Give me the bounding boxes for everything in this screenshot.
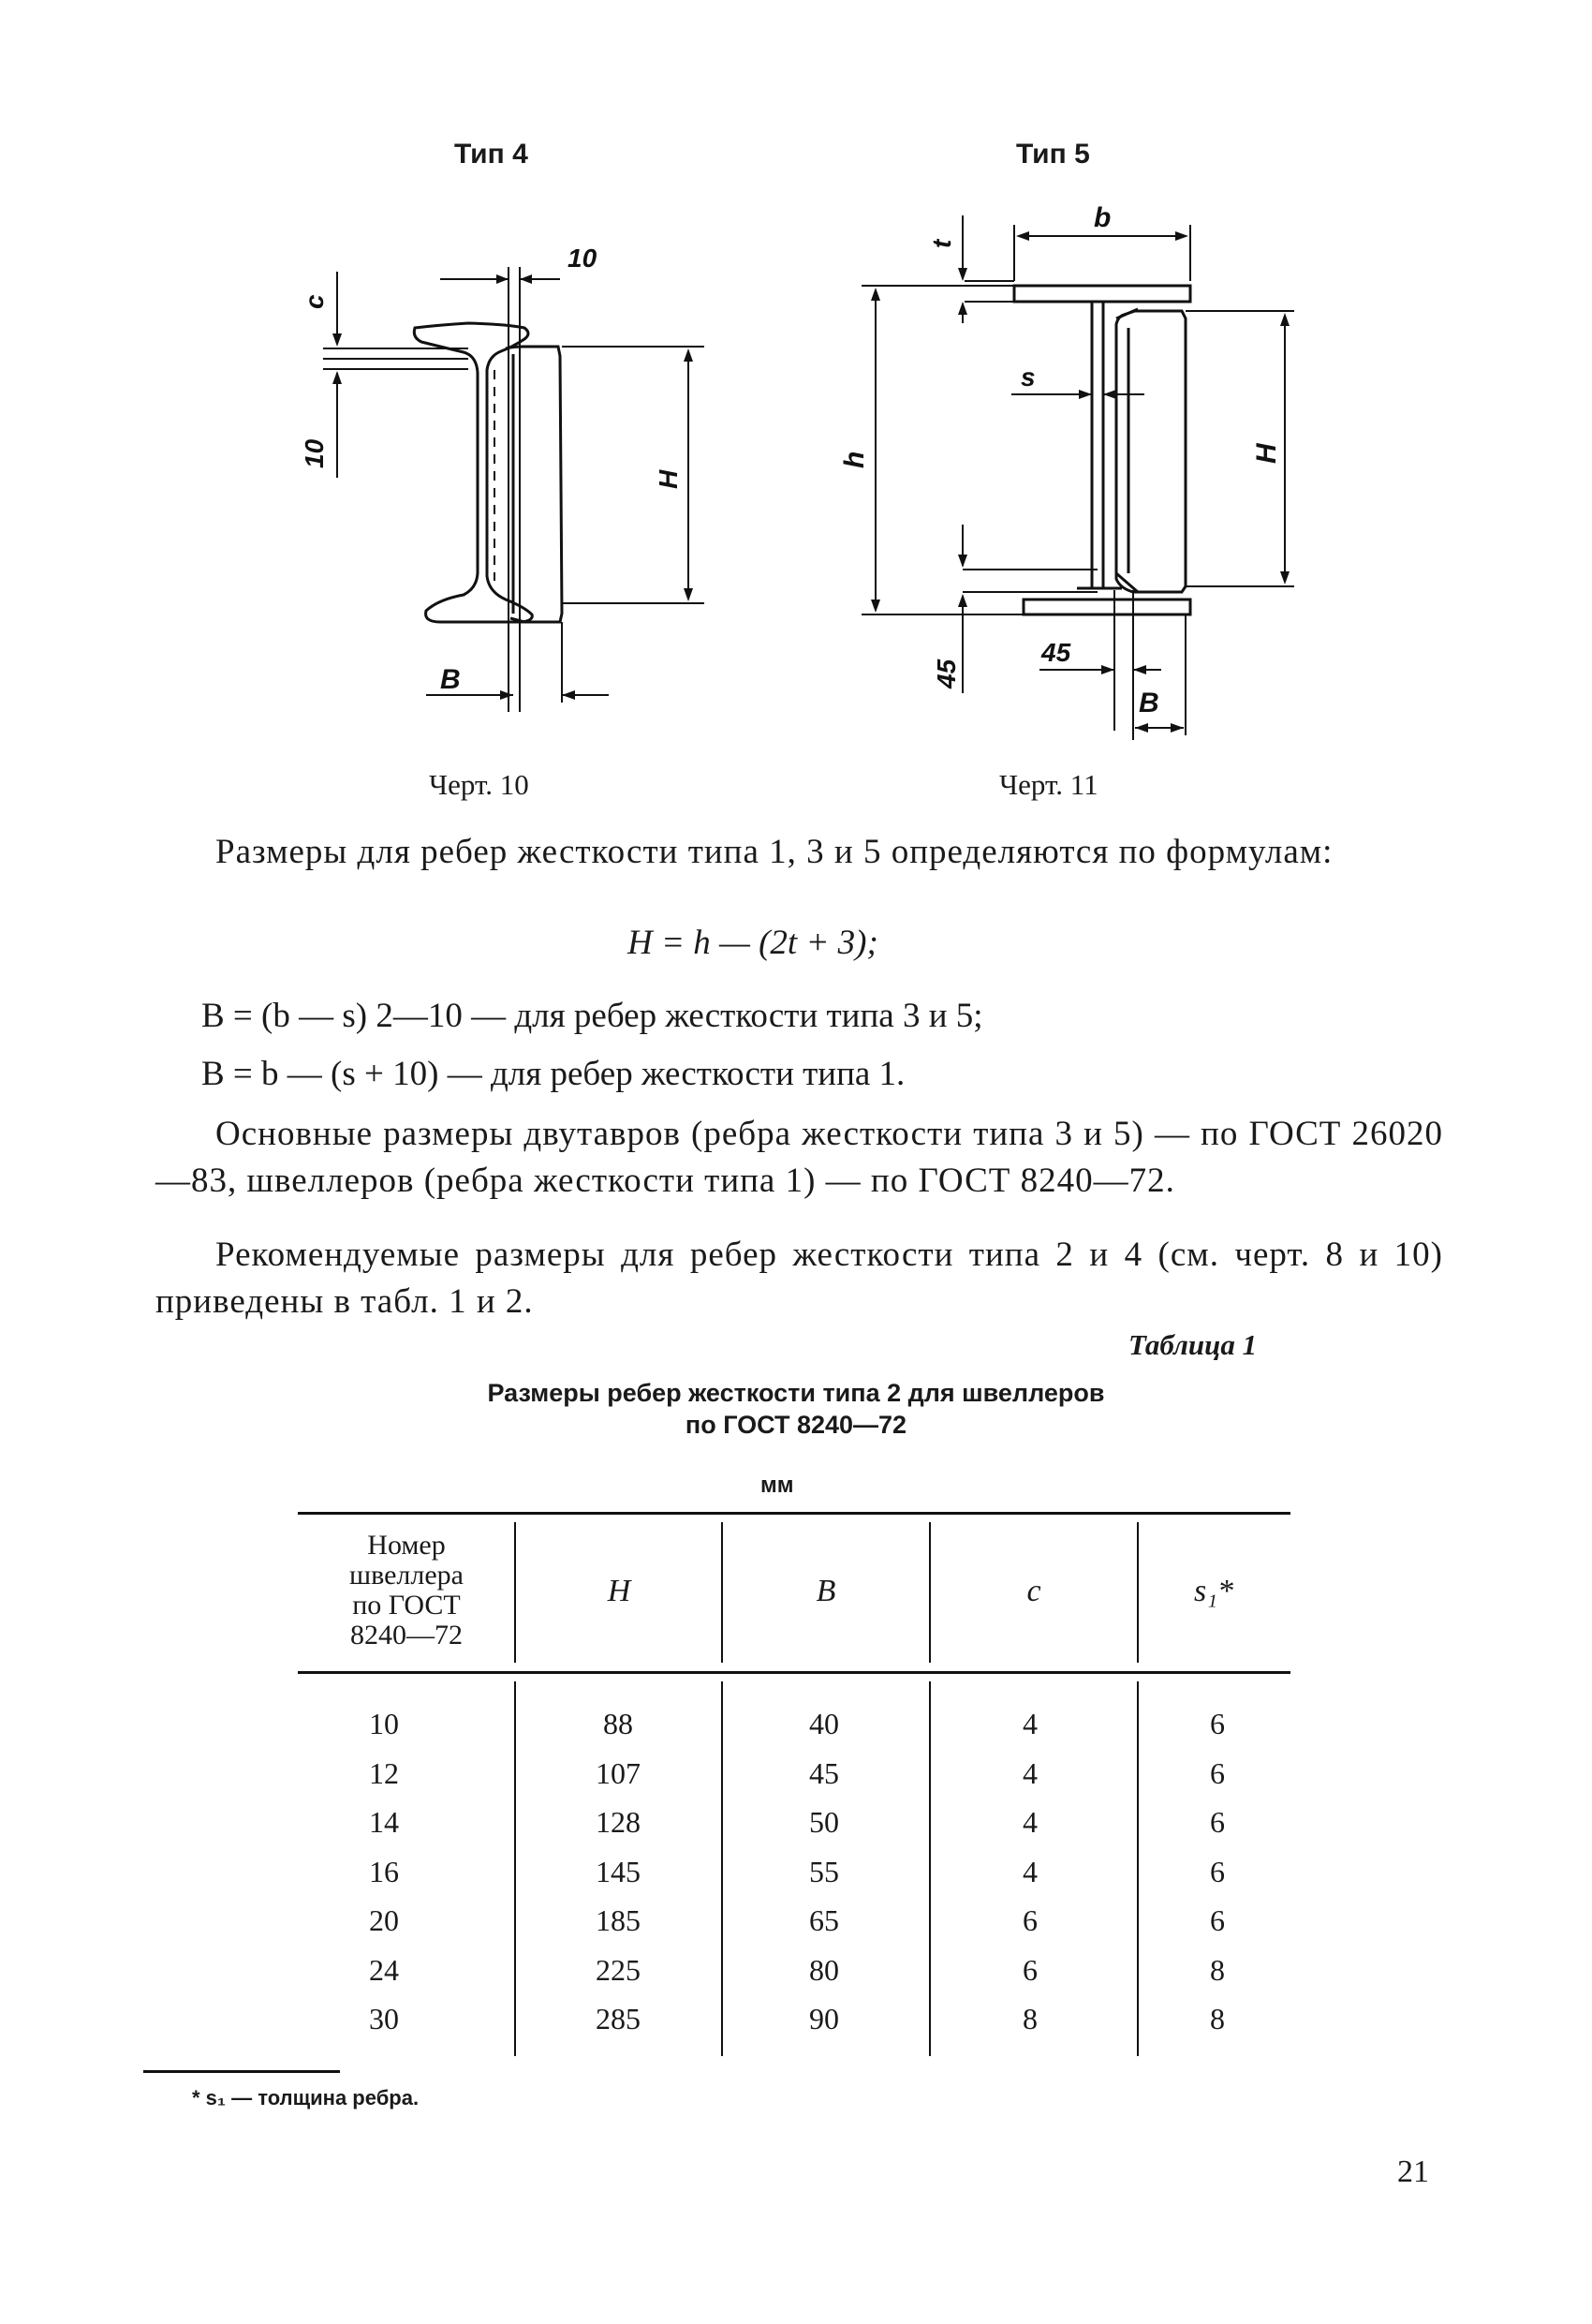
header-c: c <box>1026 1574 1041 1608</box>
table-cell: 4 <box>1023 1805 1038 1839</box>
paragraph-recommended-sizes: Рекомендуемые размеры для ребер жесткости типа 2 и 4 (см. черт. 8 и 10) приведены в табл. 1 и 2. <box>155 1236 1443 1321</box>
table-title <box>281 1377 1311 1441</box>
table-label: Таблица 1 <box>1128 1328 1258 1361</box>
figure-11-caption: Черт. 11 <box>999 768 1098 801</box>
table-cell: 128 <box>596 1805 641 1839</box>
table-cell: 6 <box>1210 1903 1225 1937</box>
table-cell: 6 <box>1023 1952 1038 1987</box>
table-top-rule <box>298 1512 1290 1515</box>
figure-type-4-label: Тип 4 <box>454 139 528 170</box>
table-cell: 8 <box>1210 2002 1225 2035</box>
table-cell: 6 <box>1210 1707 1225 1740</box>
table-cell: 6 <box>1210 1805 1225 1839</box>
table-cell: 4 <box>1023 1854 1038 1888</box>
dim-h-label: h <box>839 451 870 468</box>
table-cell: 185 <box>596 1903 641 1937</box>
dim-H-label: H <box>654 469 683 489</box>
table-cell: 50 <box>809 1805 839 1839</box>
col-sep <box>514 1681 516 2056</box>
table-unit: мм <box>760 1473 794 1498</box>
table-cell: 107 <box>596 1755 641 1790</box>
paragraph-main-dimensions: Основные размеры двутавров (ребра жесткости типа 3 и 5) — по ГОСТ 26020—83, швеллеров (ребра жесткости типа 1) — по ГОСТ 8240—72. <box>155 1115 1443 1200</box>
table-title-line-2: по ГОСТ 8240—72 <box>685 1411 907 1439</box>
table-cell: 55 <box>809 1854 839 1888</box>
dim-b-label: b <box>1094 202 1112 233</box>
page-number: 21 <box>1397 2154 1429 2189</box>
dim-10-left-label: 10 <box>300 438 329 468</box>
table-cell: 24 <box>369 1952 399 1987</box>
table-cell: 88 <box>603 1707 633 1740</box>
table-cell: 285 <box>596 2002 641 2035</box>
header-channel-number: Номер швеллера по ГОСТ 8240—72 <box>349 1530 464 1650</box>
dim-45-vertical-label: 45 <box>932 659 961 688</box>
table-cell: 80 <box>809 1952 839 1987</box>
header-H: H <box>607 1574 631 1608</box>
dim-B-label: B <box>440 664 461 695</box>
table-cell: 16 <box>369 1854 399 1888</box>
header-B: B <box>816 1574 836 1608</box>
table-cell: 145 <box>596 1854 641 1888</box>
table-cell: 4 <box>1023 1755 1038 1790</box>
drawing-type-4 <box>281 239 683 726</box>
footnote-rule <box>143 2070 340 2073</box>
table-cell: 225 <box>596 1952 641 1987</box>
table-cell: 65 <box>809 1903 839 1937</box>
table-cell: 8 <box>1210 1952 1225 1987</box>
table-title-line-1: Размеры ребер жесткости типа 2 для швеллеров <box>487 1379 1105 1407</box>
col-sep <box>1137 1681 1139 2056</box>
dim-t-label: t <box>927 239 956 248</box>
formula-B-type-3-5: B = (b — s) 2—10 — для ребер жесткости типа 3 и 5; <box>201 997 983 1035</box>
table-cell: 10 <box>369 1707 399 1740</box>
table-cell: 40 <box>809 1707 839 1740</box>
table-cell: 6 <box>1210 1755 1225 1790</box>
table-header-rule <box>298 1671 1290 1674</box>
table-footnote: * s₁ — толщина ребра. <box>192 2086 420 2109</box>
table-cell: 20 <box>369 1903 399 1937</box>
table-cell: 90 <box>809 2002 839 2035</box>
table-cell: 6 <box>1210 1854 1225 1888</box>
table-cell: 45 <box>809 1755 839 1790</box>
dim-s-label: s <box>1021 363 1036 392</box>
dim-B-label: B <box>1139 688 1159 718</box>
figure-10-caption: Черт. 10 <box>429 768 529 801</box>
drawing-type-5 <box>839 197 1282 759</box>
paragraph-formulas-intro: Размеры для ребер жесткости типа 1, 3 и 5 определяются по формулам: <box>215 833 1334 871</box>
dim-45-horizontal-label: 45 <box>1041 638 1071 667</box>
table-cell: 6 <box>1023 1903 1038 1937</box>
col-sep <box>929 1681 931 2056</box>
header-s1: s₁* <box>1193 1574 1234 1608</box>
formula-B-type-1: B = b — (s + 10) — для ребер жесткости типа 1. <box>201 1055 906 1093</box>
table-cell: 8 <box>1023 2002 1038 2035</box>
table-cell: 30 <box>369 2002 399 2035</box>
dim-10-top-label: 10 <box>568 244 597 273</box>
table-cell: 12 <box>369 1755 399 1790</box>
table-cell: 14 <box>369 1805 399 1839</box>
figure-type-5-label: Тип 5 <box>1016 139 1090 170</box>
dim-H-label: H <box>1251 443 1282 464</box>
col-sep <box>721 1681 723 2056</box>
formula-H: H = h — (2t + 3); <box>627 924 878 962</box>
dim-c-label: c <box>300 294 329 309</box>
table-cell: 4 <box>1023 1707 1038 1740</box>
